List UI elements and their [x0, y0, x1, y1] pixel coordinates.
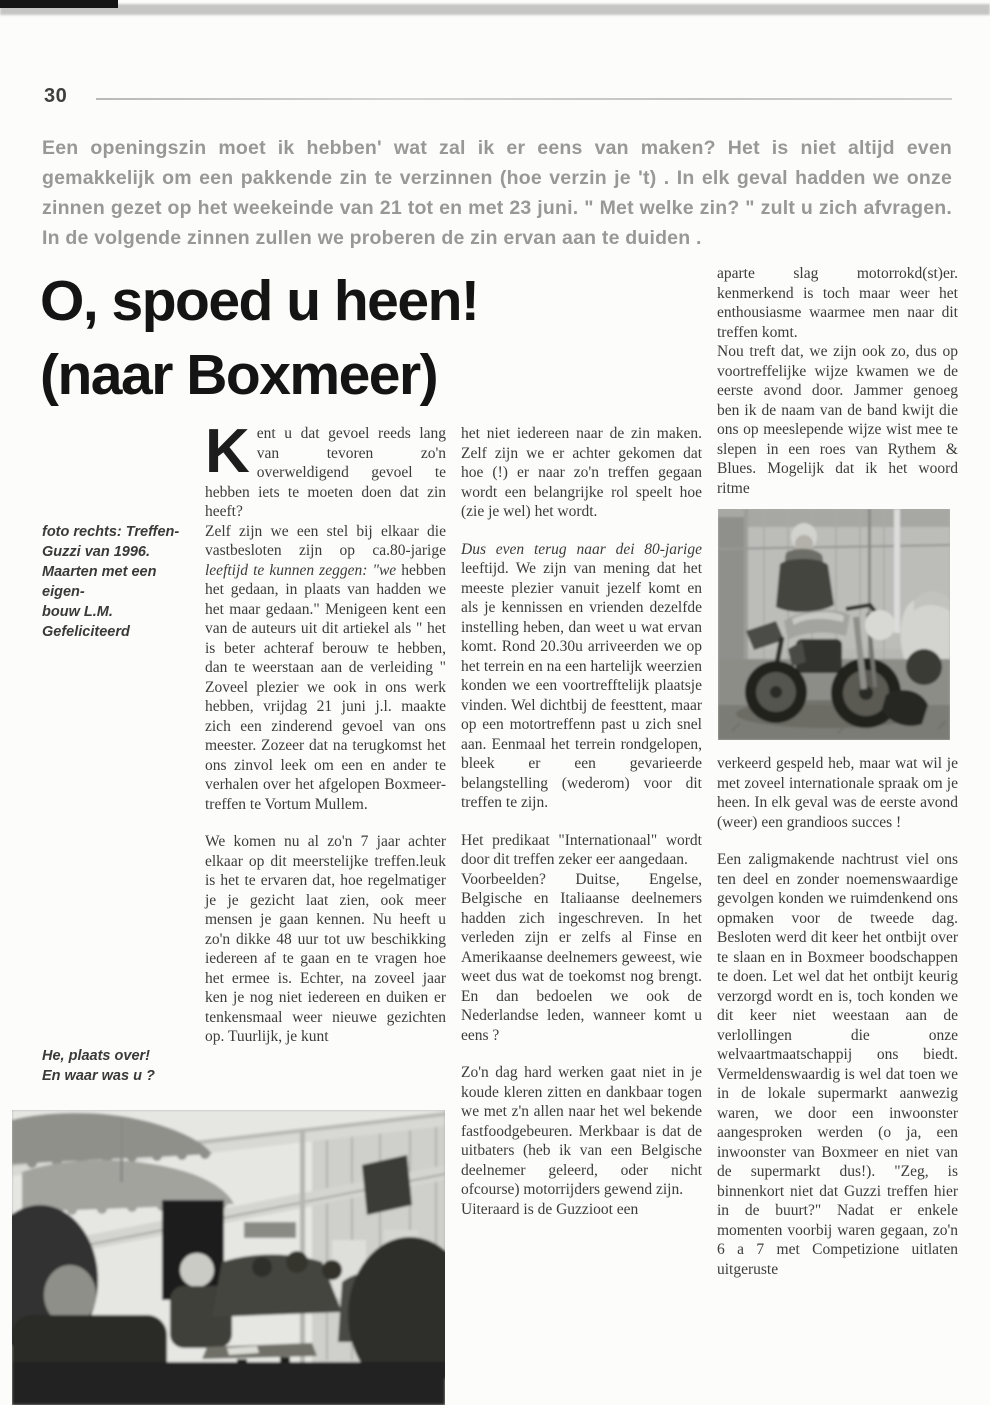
- paragraph: Het predikaat "Internationaal" wordt door dit treffen zeker eer aangedaan.: [461, 831, 702, 868]
- text-run: Zelf zijn we een stel bij elkaar die vastbesloten zijn op ca.80-jarige: [205, 522, 446, 559]
- paragraph: Een zaligmakende nachtrust viel ons ten deel en zonder noemenswaardige gevolgen konden we ruimdenkend ons opmaken voor de tweede dag. Besloten werd dit keer het ontbijt over te slaan en in Boxmeer boodschappen te doen. Let wel dat het ontbijt keurig verzorgd wordt en is, toch konden we dit keer niet weestaan aan de verlollingen die onze welvaartmaatschappij ons biedt. Vermeldenswaardig is wel dat toen we in de lokale supermarkt aanwezig waren, we door een inwoonster aangesproken werden (o ja, een inwoonster van Boxmeer en niet van de supermarkt dus!). "Zeg, is binnenkort niet dat Guzzi treffen hier in de buurt?" Nadat er enkele momenten voorbij waren gegaan, zo'n 6 a 7 met Competizione uitlaten uitgeruste: [717, 851, 958, 1278]
- caption-line: bouw L.M. Gefeliciteerd: [42, 604, 130, 640]
- guzzi-photo: [718, 509, 950, 740]
- paragraph: verkeerd gespeld heb, maar wat wil je met zoveel internationale spraak om je heen. In elk geval was de eerste avond (weer) een grandioos succes !: [717, 755, 958, 831]
- intro-paragraph: Een openingszin moet ik hebben' wat zal ik er eens van maken? Het is niet altijd even gemakkelijk om een pakkende zin te verzinnen (hoe verzin je 't) . In elk geval hadden we onze zinnen gezet op het weekeinde van 21 tot en met 23 juni. " Met welke zin? " zult u zich afvragen. In de volgende zinnen zullen we proberen de zin ervan aan te duiden .: [42, 137, 952, 249]
- paragraph: aparte slag motorrokd(st)er. kenmerkend is toch maar weer het enthousiasme waarmee men naar dit treffen komt.: [717, 265, 958, 341]
- body-column-3-bottom: [717, 754, 958, 1279]
- tent-crowd-photo: [12, 1110, 445, 1405]
- paragraph: Uiteraard is de Guzzioot een: [461, 1200, 639, 1218]
- caption-line: En waar was u ?: [42, 1068, 155, 1084]
- guzzi-photo-illustration: [718, 509, 950, 740]
- text-run: leeftijd. We zijn van mening dat het meeste plezier vanuit jezelf komt en als je kennissen en vrienden dezelfde instelling heben, dan weet u wat ervan komt. Rond 20.30u arriveerden we op het terrein en na een hartelijk weerzien konden we een voortrefftelijk plaatsje vinden. Wel dichtbij de feesttent, maar op een motortreffenn past u zich snel aan. Eenmaal het terrein rondgelopen, bleek er een gevarieerde belangstelling (wederom) voor dit treffen te zijn.: [461, 560, 702, 811]
- scan-artifact-bar: [0, 0, 118, 8]
- paragraph: Nou treft dat, we zijn ook zo, dus op voortreffelijke wijze kwamen we de eerste avond door. Jammer genoeg ben ik de naam van de band kwijt die ons op meeslepende wijze wist mee te slepen in een roes van Rythem & Blues. Mogelijk dat ik het woord ritme: [717, 343, 958, 497]
- text-run-italic: Dus even terug naar dei 80-jarige: [461, 540, 702, 558]
- paragraph: [461, 540, 702, 813]
- caption-line: Guzzi van 1996.: [42, 544, 150, 560]
- page-number: 30: [44, 85, 68, 107]
- body-column-3-top: [717, 264, 958, 498]
- caption-line: Maarten met een eigen-: [42, 564, 157, 600]
- paragraph: We komen nu al zo'n 7 jaar achter elkaar op dit meerstelijke treffen.leuk is het te ervaren dat, hoe regelmatiger je je gezicht laat zien, ook meer mensen je gaan kennen. Nu heeft u zo'n dikke 48 uur tot uw beschikking iedereen af te gaan en te vragen hoe het ermee is. Echter, na zoveel jaar ken je nog niet iedereen en duiken er tenkensmaal weer nieuwe gezichten op. Tuurlijk, je kunt: [205, 833, 446, 1045]
- body-column-2: [461, 424, 702, 1219]
- paragraph-dropcap: [205, 417, 446, 522]
- text-run: ent u dat gevoel reeds lang van tevoren zo'n overweldigend gevoel te hebben iets te moeten doen dat zin heeft?: [205, 425, 446, 520]
- paragraph: het niet iedereen naar de zin maken. Zelf zijn we er achter gekomen dat hoe (!) er naar zo'n treffen gegaan wordt een belangrijke rol speelt hoe (zie je wel) het wordt.: [461, 425, 702, 520]
- text-run-italic: leeftijd te kunnen zeggen: "we: [205, 561, 397, 579]
- margin-caption-photo: [42, 522, 200, 642]
- headline-line-2: (naar Boxmeer): [40, 343, 438, 407]
- text-run: hebben het gedaan, in plaats van hadden we het maar gedaan." Menigeen kent een van de auteurs uit dit artiekel als " het is beter achteraf berouw te hebben, dan te weerstaan aan de verleiding " Zoveel plezier we ook in ons werk hebben, vrijdag 21 juni j.l. maakte zich een zinderend gevoel van ons meester. Zozeer dat na terugkomst het ons zinvol leek om een en ander te verhalen over het afgelopen Boxmeer-treffen te Vortum Mullem.: [205, 561, 446, 813]
- paragraph: Zo'n dag hard werken gaat niet in je koude kleren zitten en dankbaar togen we met z'n allen naar het wel bekende fastfoodgebeuren. Merkbaar is dat de uitbaters (heb ik van een Belgische deelnemer geleerd, oder nicht ofcourse) motorrijders gewend zijn.: [461, 1064, 702, 1198]
- caption-line: foto rechts: Treffen-: [42, 524, 180, 540]
- paragraph: [205, 522, 446, 815]
- body-column-1: [205, 417, 446, 1047]
- tent-photo-illustration: [12, 1110, 445, 1405]
- paragraph: Voorbeelden? Duitse, Engelse, Belgische en Italiaanse deelnemers hadden zich ingeschreven. In het verleden zijn er zelfs al Finse en Amerikaanse deelnemers geweest, wie weet dus wat de toekomst nog brengt. En dan bedoelen we ook de Nederlandse leden, wanneer komt u eens ?: [461, 870, 702, 1044]
- scan-artifact-band: [0, 4, 990, 15]
- headline-line-1: O, spoed u heen!: [40, 269, 479, 333]
- dropcap-letter: K: [205, 417, 250, 486]
- header-rule: [96, 98, 952, 100]
- margin-caption-tent: [42, 1046, 200, 1086]
- caption-line: He, plaats over!: [42, 1048, 150, 1064]
- article-headline: [40, 264, 478, 412]
